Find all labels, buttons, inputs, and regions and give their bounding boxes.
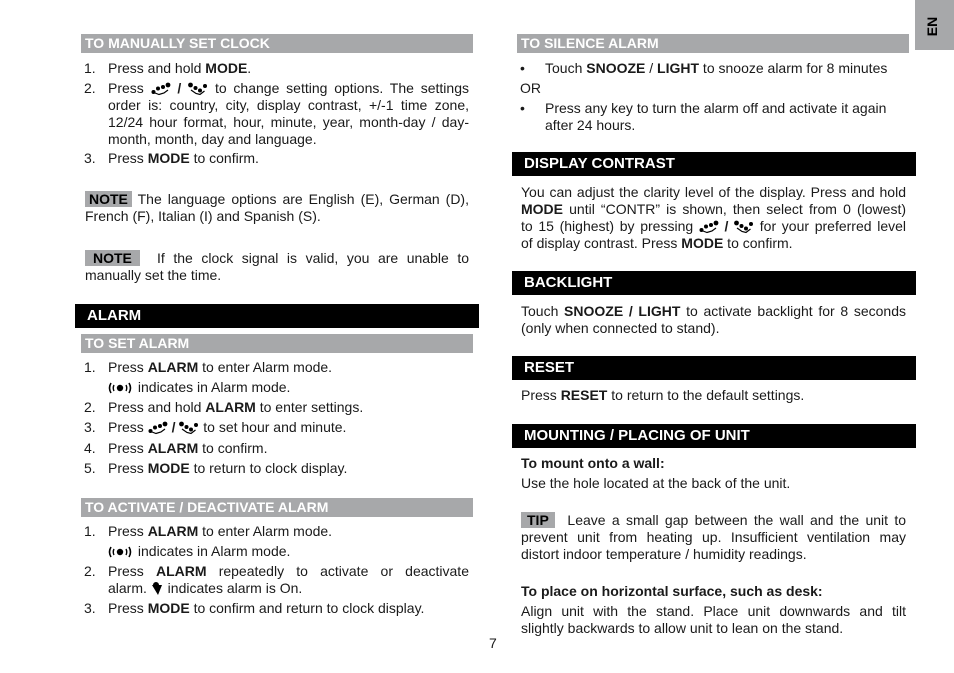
set-alarm-heading-text: TO SET ALARM bbox=[85, 335, 190, 351]
silence-bullet-1 bbox=[545, 60, 887, 77]
text: for your preferred level bbox=[754, 218, 907, 234]
display-contrast-heading-text: DISPLAY CONTRAST bbox=[524, 155, 675, 172]
activate-step-2 bbox=[108, 563, 469, 597]
alarm-heading bbox=[75, 304, 479, 328]
mounting-heading-text: MOUNTING / PLACING OF UNIT bbox=[524, 427, 750, 444]
text: If the clock signal is valid, you are unable to bbox=[157, 250, 469, 266]
desk-placement-text bbox=[521, 603, 906, 637]
text: to enter settings. bbox=[255, 399, 364, 415]
backlight-heading bbox=[512, 271, 916, 295]
text: Press bbox=[108, 600, 148, 616]
silence-alarm-heading bbox=[517, 34, 909, 53]
manual-step-2-line3: 12/24 hour format, hour, minute, year, month-day / day- bbox=[108, 114, 469, 130]
text: Press and hold bbox=[108, 399, 206, 415]
alarm-heading-text: ALARM bbox=[87, 307, 142, 324]
text: Press bbox=[108, 150, 148, 166]
mounting-heading bbox=[512, 424, 916, 448]
alarm-key: ALARM bbox=[147, 440, 199, 456]
wall-mount-title: To mount onto a wall: bbox=[521, 455, 665, 471]
manual-step-3 bbox=[108, 150, 259, 167]
activate-alarm-heading-text: TO ACTIVATE / DEACTIVATE ALARM bbox=[85, 499, 329, 515]
activate-step-1 bbox=[108, 523, 332, 540]
set-alarm-step-1-sub bbox=[108, 379, 290, 396]
mode-key: MODE bbox=[147, 150, 190, 166]
alarm-bell-icon bbox=[108, 545, 134, 559]
step-number: 3. bbox=[84, 419, 96, 435]
step-number: 3. bbox=[84, 600, 96, 616]
text: distort indoor temperature / humidity readings. bbox=[521, 546, 807, 562]
text: repeatedly to activate or deactivate bbox=[206, 563, 469, 579]
language-tab bbox=[915, 0, 954, 50]
up-icon bbox=[151, 82, 171, 96]
bullet: • bbox=[520, 60, 525, 76]
text: Touch bbox=[545, 60, 587, 76]
alarm-key: ALARM bbox=[147, 523, 199, 539]
manual-step-2 bbox=[108, 80, 469, 148]
tip-block bbox=[521, 512, 906, 563]
text: Press any key to turn the alarm off and activate it again bbox=[545, 100, 887, 116]
set-alarm-step-4 bbox=[108, 440, 267, 457]
note-badge: NOTE bbox=[85, 191, 132, 207]
text: to confirm. bbox=[198, 440, 268, 456]
set-alarm-step-5 bbox=[108, 460, 347, 477]
mode-key: MODE bbox=[147, 460, 190, 476]
manual-step-2-line4: month, month, day and language. bbox=[108, 131, 317, 147]
text: The language options are English (E), German (D), bbox=[131, 191, 469, 207]
separator: / bbox=[170, 80, 189, 96]
text: to enter Alarm mode. bbox=[198, 359, 333, 375]
mode-key: MODE bbox=[681, 235, 724, 251]
text: / bbox=[645, 60, 658, 76]
text: Press bbox=[108, 419, 148, 435]
step-number: 1. bbox=[84, 523, 96, 539]
step-number: 1. bbox=[84, 359, 96, 375]
mode-key: MODE bbox=[521, 201, 563, 217]
text: indicates alarm is On. bbox=[163, 580, 303, 596]
manual-clock-heading bbox=[81, 34, 473, 53]
text: to enter Alarm mode. bbox=[198, 523, 333, 539]
text: Press bbox=[108, 440, 148, 456]
down-icon bbox=[734, 220, 754, 234]
text: Leave a small gap between the wall and the unit to bbox=[567, 512, 907, 528]
set-alarm-step-1 bbox=[108, 359, 332, 376]
text: of display contrast. Press bbox=[521, 235, 682, 251]
text: Press bbox=[108, 359, 148, 375]
alarm-key: ALARM bbox=[205, 399, 256, 415]
text: prevent unit from heating up. Insufficient ventilation may bbox=[521, 529, 906, 545]
text: manually set the time. bbox=[85, 267, 222, 283]
text: Align unit with the stand. Place unit downwards and tilt bbox=[521, 603, 906, 619]
wall-mount-text: Use the hole located at the back of the unit. bbox=[521, 475, 791, 491]
up-icon bbox=[699, 220, 719, 234]
text: French (F), Italian (I) and Spanish (S). bbox=[85, 208, 321, 224]
note-clock-signal bbox=[85, 250, 469, 284]
step-number: 2. bbox=[84, 563, 96, 579]
text: slightly backwards to allow unit to lean on the stand. bbox=[521, 620, 844, 636]
text: to set hour and minute. bbox=[199, 419, 347, 435]
reset-heading-text: RESET bbox=[524, 359, 575, 376]
mode-key: MODE bbox=[205, 60, 248, 76]
step-number: 3. bbox=[84, 150, 96, 166]
text: Press and hold bbox=[108, 60, 206, 76]
text: indicates in Alarm mode. bbox=[134, 543, 291, 559]
silence-alarm-heading-text: TO SILENCE ALARM bbox=[521, 35, 659, 51]
down-icon bbox=[188, 82, 208, 96]
activate-alarm-heading bbox=[81, 498, 473, 517]
silence-bullet-2 bbox=[545, 100, 906, 134]
manual-step-1 bbox=[108, 60, 251, 77]
text: to activate backlight for 8 seconds bbox=[680, 303, 906, 319]
alarm-key: ALARM bbox=[147, 359, 199, 375]
mode-key: MODE bbox=[147, 600, 190, 616]
text: Press bbox=[108, 80, 151, 96]
text: until “CONTR” is shown, then select from 0 (lowest) bbox=[563, 201, 906, 217]
text: (only when connected to stand). bbox=[521, 320, 720, 336]
note-language bbox=[85, 191, 469, 225]
reset-heading bbox=[512, 356, 916, 380]
alarm-bell-icon bbox=[108, 381, 134, 395]
alarm-on-icon bbox=[151, 582, 164, 596]
set-alarm-step-3 bbox=[108, 419, 346, 436]
page-number: 7 bbox=[489, 635, 497, 651]
display-contrast-heading bbox=[512, 152, 916, 176]
text: Press bbox=[108, 460, 148, 476]
step-number: 5. bbox=[84, 460, 96, 476]
text: You can adjust the clarity level of the display. Press and hold bbox=[521, 184, 906, 200]
separator: / bbox=[718, 218, 735, 234]
reset-key: RESET bbox=[560, 387, 608, 403]
set-alarm-step-2 bbox=[108, 399, 363, 416]
text: Press bbox=[108, 523, 148, 539]
separator: / bbox=[167, 419, 180, 435]
step-number: 4. bbox=[84, 440, 96, 456]
manual-step-2-line1 bbox=[108, 80, 469, 97]
backlight-heading-text: BACKLIGHT bbox=[524, 274, 613, 291]
reset-text bbox=[521, 387, 804, 404]
down-icon bbox=[179, 421, 199, 435]
text: to 15 (highest) by pressing bbox=[521, 218, 699, 234]
step-number: 2. bbox=[84, 80, 96, 96]
snooze-light-key: SNOOZE / LIGHT bbox=[564, 303, 681, 319]
text: to confirm. bbox=[189, 150, 259, 166]
step-number: 2. bbox=[84, 399, 96, 415]
alarm-key: ALARM bbox=[155, 563, 207, 579]
text: indicates in Alarm mode. bbox=[134, 379, 291, 395]
manual-clock-heading-text: TO MANUALLY SET CLOCK bbox=[85, 35, 270, 51]
text: to return to clock display. bbox=[189, 460, 348, 476]
tip-badge: TIP bbox=[521, 512, 555, 528]
text: to return to the default settings. bbox=[607, 387, 805, 403]
bullet: • bbox=[520, 100, 525, 116]
text: . bbox=[247, 60, 252, 76]
activate-step-3 bbox=[108, 600, 424, 617]
desk-placement-title: To place on horizontal surface, such as desk: bbox=[521, 583, 823, 599]
text: to confirm and return to clock display. bbox=[189, 600, 425, 616]
language-tab-label: EN bbox=[924, 16, 941, 37]
step-number: 1. bbox=[84, 60, 96, 76]
backlight-text bbox=[521, 303, 906, 337]
note-badge: NOTE bbox=[85, 250, 140, 266]
snooze-key: SNOOZE bbox=[586, 60, 646, 76]
up-icon bbox=[148, 421, 168, 435]
set-alarm-heading bbox=[81, 334, 473, 353]
text: Press bbox=[108, 563, 156, 579]
light-key: LIGHT bbox=[657, 60, 700, 76]
text: to change setting options. The settings bbox=[214, 80, 469, 96]
text: Press bbox=[521, 387, 561, 403]
text: Touch bbox=[521, 303, 565, 319]
text: to confirm. bbox=[723, 235, 793, 251]
text: after 24 hours. bbox=[545, 117, 636, 133]
manual-step-2-line2: order is: country, city, display contrast, +/-1 time zone, bbox=[108, 97, 469, 113]
text: alarm. bbox=[108, 580, 151, 596]
or-text: OR bbox=[520, 80, 541, 96]
display-contrast-text bbox=[521, 184, 906, 252]
text: to snooze alarm for 8 minutes bbox=[699, 60, 888, 76]
activate-step-1-sub bbox=[108, 543, 290, 560]
